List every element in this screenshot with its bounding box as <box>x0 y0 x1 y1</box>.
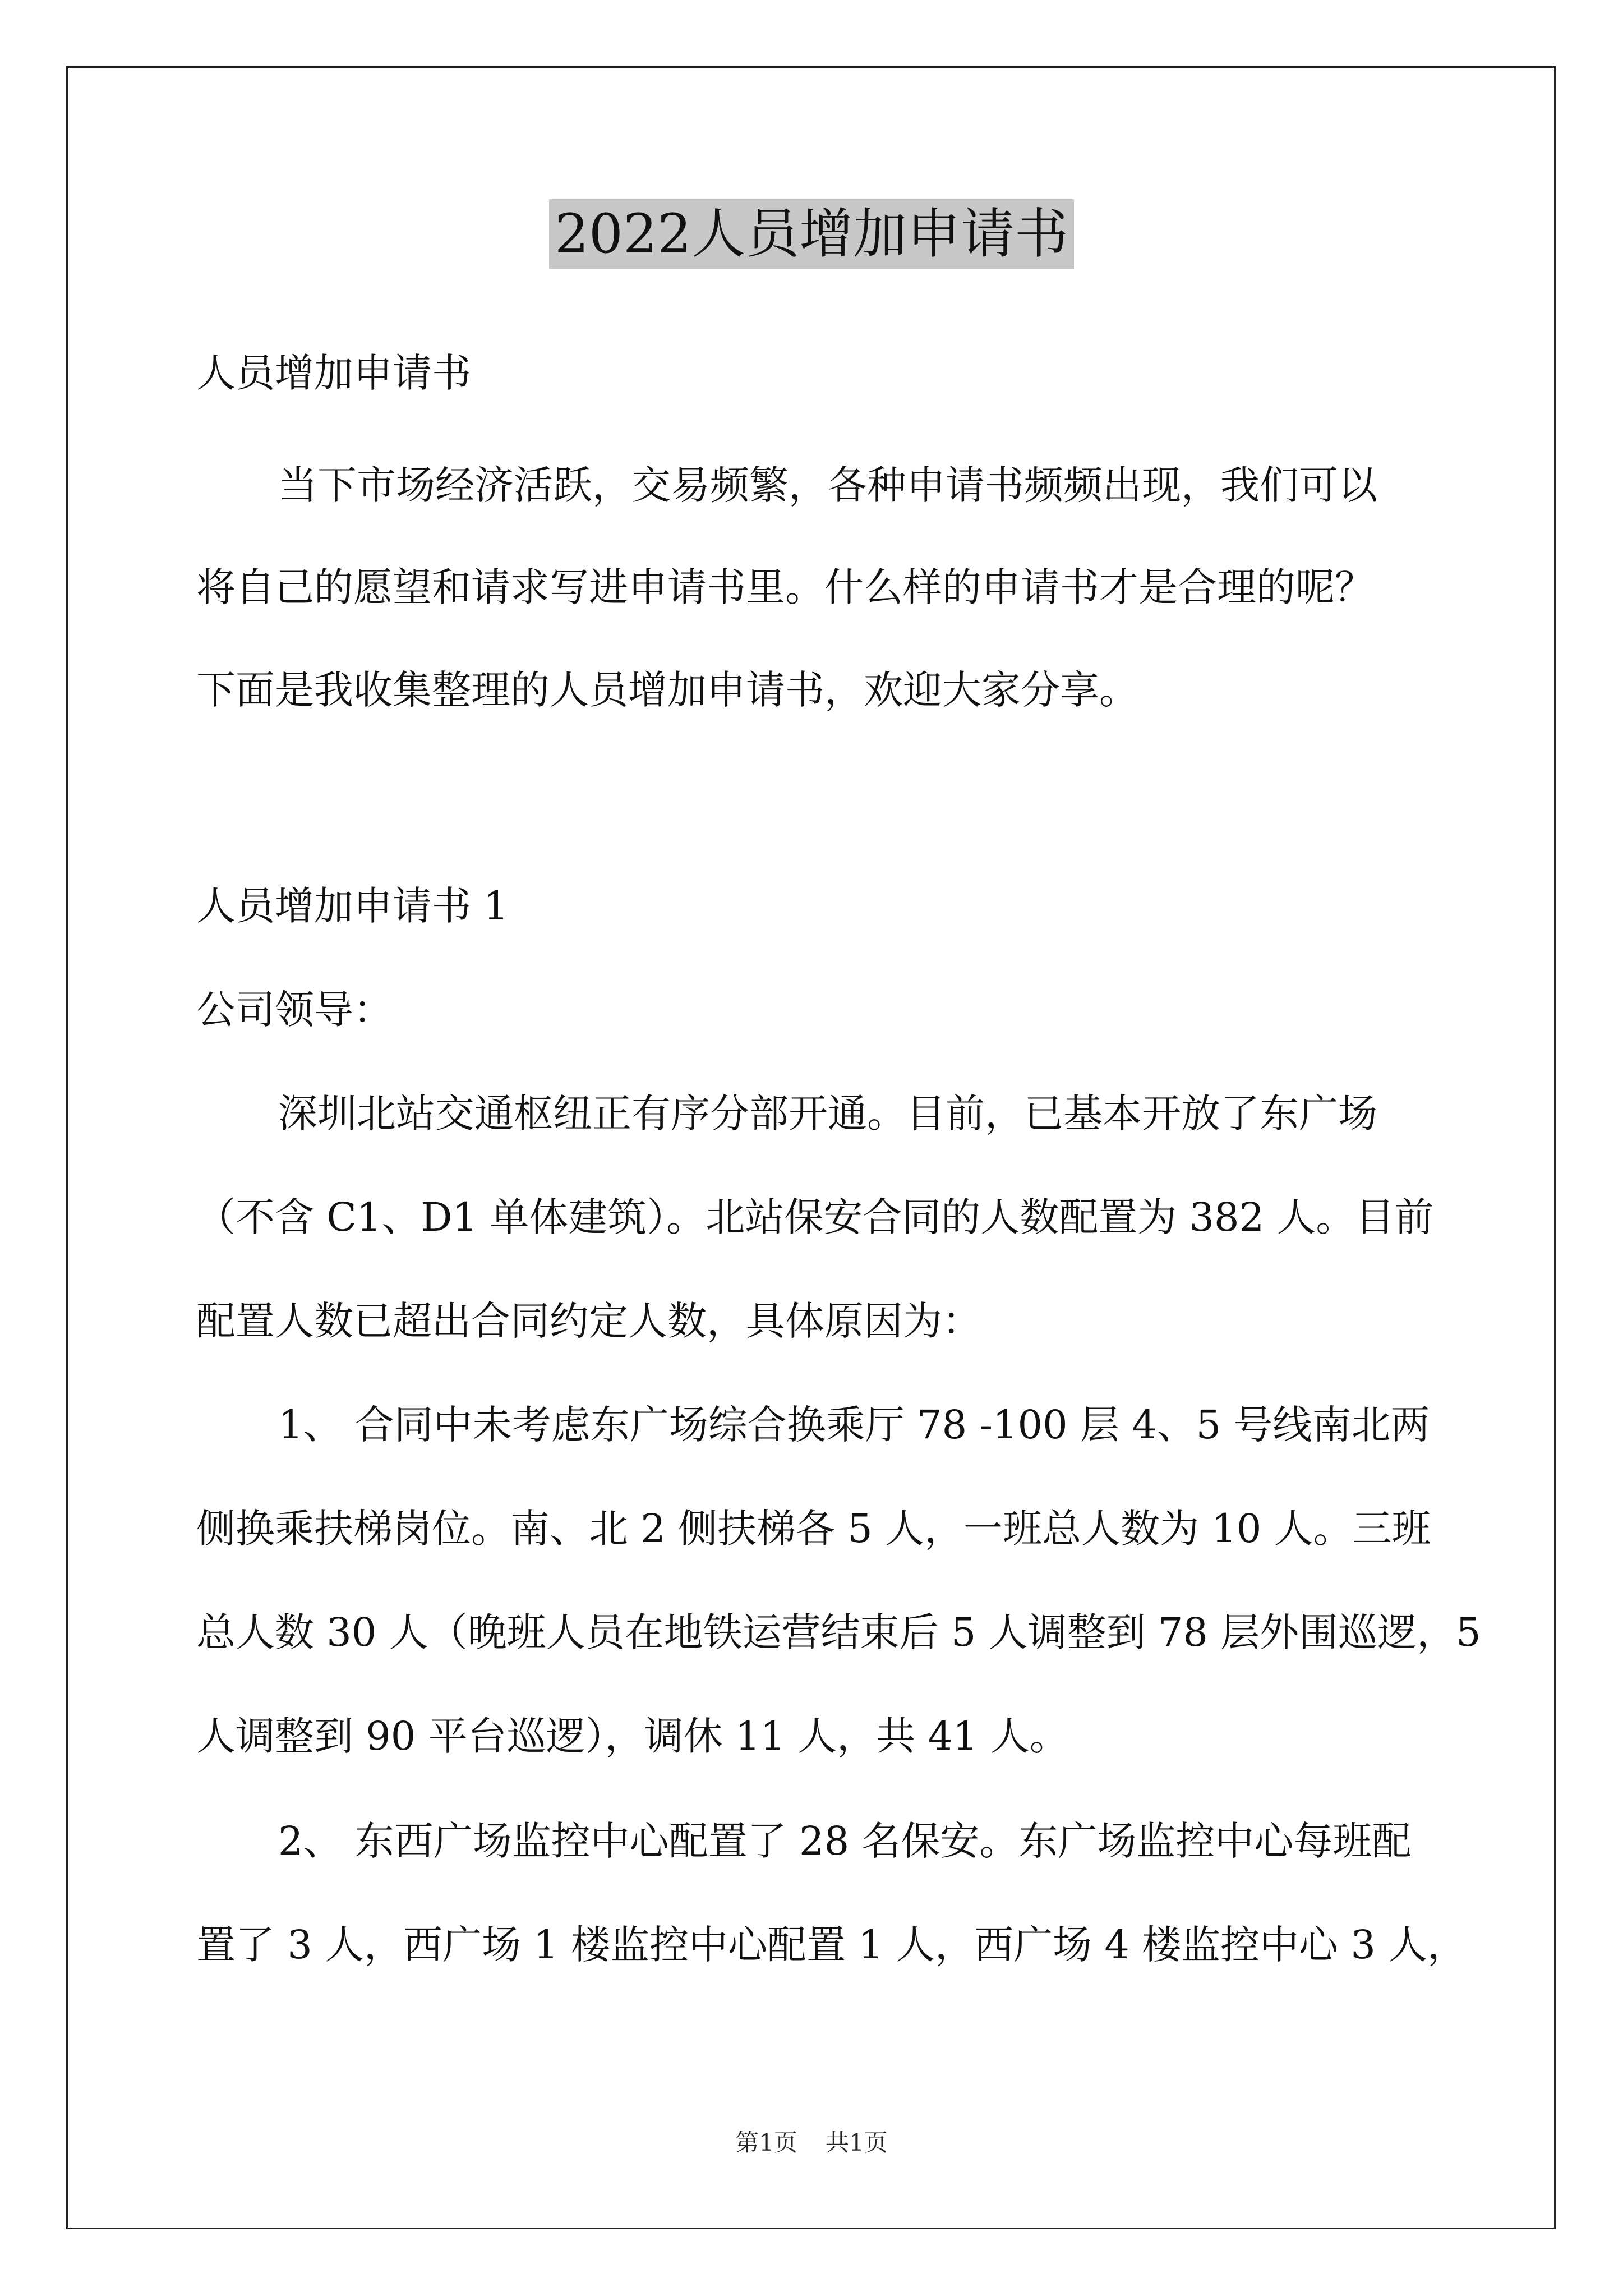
list-item-line: 2、 东西广场监控中心配置了 28 名保安。东广场监控中心每班配 <box>278 1818 1412 1864</box>
list-item-line: 人调整到 90 平台巡逻），调休 11 人，共 41 人。 <box>196 1713 1069 1759</box>
document-title <box>0 197 1623 270</box>
salutation: 公司领导： <box>196 987 393 1033</box>
paragraph-line: 当下市场经济活跃，交易频繁，各种申请书频频出现，我们可以 <box>278 462 1377 508</box>
list-item-line: 置了 3 人，西广场 1 楼监控中心配置 1 人，西广场 4 楼监控中心 3 人， <box>196 1922 1467 1968</box>
section-heading: 人员增加申请书 <box>196 350 471 396</box>
paragraph-line: 将自己的愿望和请求写进申请书里。什么样的申请书才是合理的呢？ <box>196 564 1374 610</box>
paragraph-line: 下面是我收集整理的人员增加申请书，欢迎大家分享。 <box>196 667 1138 713</box>
list-item-line: 1、 合同中未考虑东广场综合换乘厅 78 -100 层 4、5 号线南北两 <box>278 1402 1430 1448</box>
page-number: 第1页 <box>735 2129 797 2156</box>
paragraph-line: （不含 C1、D1 单体建筑）。北站保安合同的人数配置为 382 人。目前 <box>196 1194 1434 1240</box>
paragraph-line: 配置人数已超出合同约定人数，具体原因为： <box>196 1298 981 1344</box>
page-footer <box>0 2126 1623 2160</box>
list-item-line: 总人数 30 人（晚班人员在地铁运营结束后 5 人调整到 78 层外围巡逻，5 <box>196 1609 1481 1655</box>
paragraph-line: 深圳北站交通枢纽正有序分部开通。目前，已基本开放了东广场 <box>278 1091 1377 1137</box>
document-title-text: 2022人员增加申请书 <box>549 199 1074 269</box>
list-item-line: 侧换乘扶梯岗位。南、北 2 侧扶梯各 5 人，一班总人数为 10 人。三班 <box>196 1506 1431 1552</box>
page-total: 共1页 <box>826 2129 888 2156</box>
section-heading: 人员增加申请书 1 <box>196 883 509 929</box>
